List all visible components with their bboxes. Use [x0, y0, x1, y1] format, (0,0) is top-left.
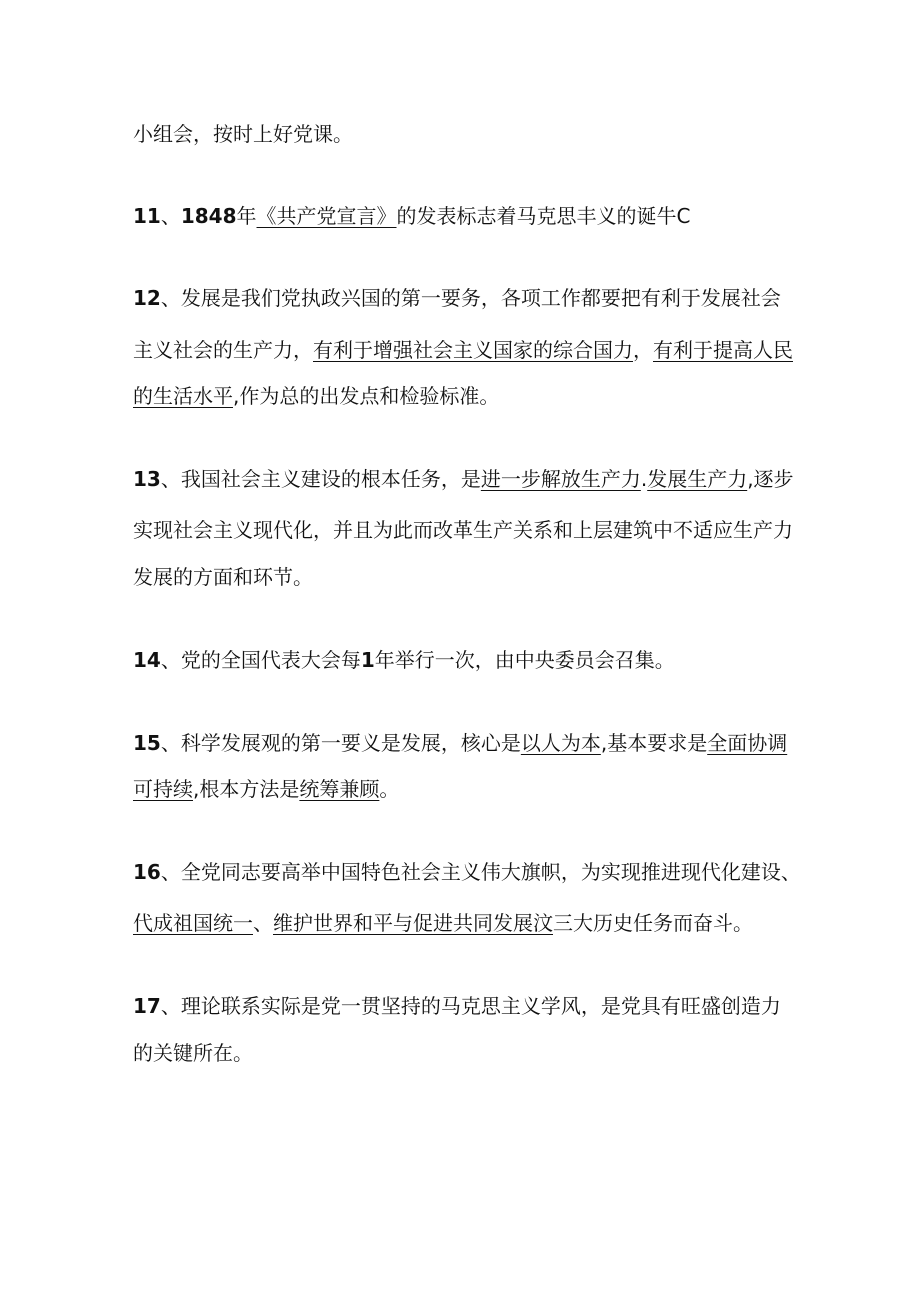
text-segment: 、 [160, 204, 181, 228]
text-segment: 的关键所在。 [133, 1041, 253, 1065]
underlined-answer: 发展生产力 [647, 467, 748, 491]
text-segment: ， [633, 338, 653, 362]
text-line [133, 465, 793, 493]
underlined-answer: 维护世界和平与促进共同发展汶 [273, 911, 553, 935]
text-line [133, 563, 793, 591]
underlined-answer: 的生活水平 [133, 384, 233, 408]
text-segment: ,作为总的出发点和检验标准。 [233, 384, 500, 408]
underlined-answer: 《共产党宣言》 [256, 204, 397, 228]
text-segment: 。 [379, 777, 400, 801]
item-number: 1848 [180, 204, 237, 228]
text-segment: 、 [253, 911, 273, 935]
text-segment: 年 [236, 204, 257, 228]
underlined-answer: 全面协调 [707, 731, 788, 755]
underlined-answer: 有利于提高人民 [653, 338, 793, 362]
item-number: 14 [133, 648, 161, 672]
underlined-answer: 进一步解放生产力 [480, 467, 641, 491]
text-line [133, 909, 793, 937]
text-segment: 、科学发展观的第一要义是发展，核心是 [160, 731, 521, 755]
text-segment: 小组会，按时上好党课。 [133, 122, 353, 146]
text-line [133, 336, 793, 364]
text-segment: 、发展是我们党执政兴国的第一要务，各项工作都要把有利于发展社会 [160, 286, 781, 310]
text-line [133, 1039, 793, 1067]
text-line [133, 858, 801, 886]
underlined-answer: 有利于增强社会主义国家的综合国力 [313, 338, 633, 362]
text-line [133, 775, 793, 803]
text-line [133, 516, 793, 544]
text-segment: 主义社会的生产力， [133, 338, 313, 362]
text-segment: 的发表标志着马克思丰义的诞牛C [396, 204, 691, 228]
text-line [133, 382, 793, 410]
item-number: 1 [360, 648, 375, 672]
text-segment: 三大历史任务而奋斗。 [553, 911, 753, 935]
text-segment: 、理论联系实际是党一贯坚持的马克思主义学风，是党具有旺盛创造力 [160, 994, 781, 1018]
text-line [133, 284, 793, 312]
text-line [133, 120, 793, 148]
text-segment: 发展的方面和环节。 [133, 565, 313, 589]
text-segment: 年举行一次，由中央委员会召集。 [374, 648, 675, 672]
underlined-answer: 统筹兼顾 [299, 777, 380, 801]
text-segment: . [640, 467, 648, 491]
item-number: 17 [133, 994, 161, 1018]
text-segment: 、党的全国代表大会每 [160, 648, 361, 672]
text-segment: 实现社会主义现代化，并且为此而改革生产关系和上层建筑中不适应生产力 [133, 518, 793, 542]
item-number: 16 [133, 860, 161, 884]
item-number: 12 [133, 286, 161, 310]
item-number: 11 [133, 204, 161, 228]
text-segment: ,根本方法是 [193, 777, 300, 801]
text-segment: 、我国社会主义建设的根本任务，是 [160, 467, 481, 491]
item-number: 13 [133, 467, 161, 491]
text-line [133, 992, 793, 1020]
underlined-answer: 以人为本 [520, 731, 601, 755]
text-line [133, 729, 793, 757]
text-segment: ,基本要求是 [600, 731, 708, 755]
text-segment: ,逐步 [747, 467, 794, 491]
text-line [133, 202, 793, 230]
text-segment: 、全党同志要高举中国特色社会主义伟大旗帜，为实现推进现代化建设、 [160, 860, 801, 884]
underlined-answer: 可持续 [133, 777, 193, 801]
item-number: 15 [133, 731, 161, 755]
underlined-answer: 代成祖国统一 [133, 911, 253, 935]
text-line [133, 646, 793, 674]
